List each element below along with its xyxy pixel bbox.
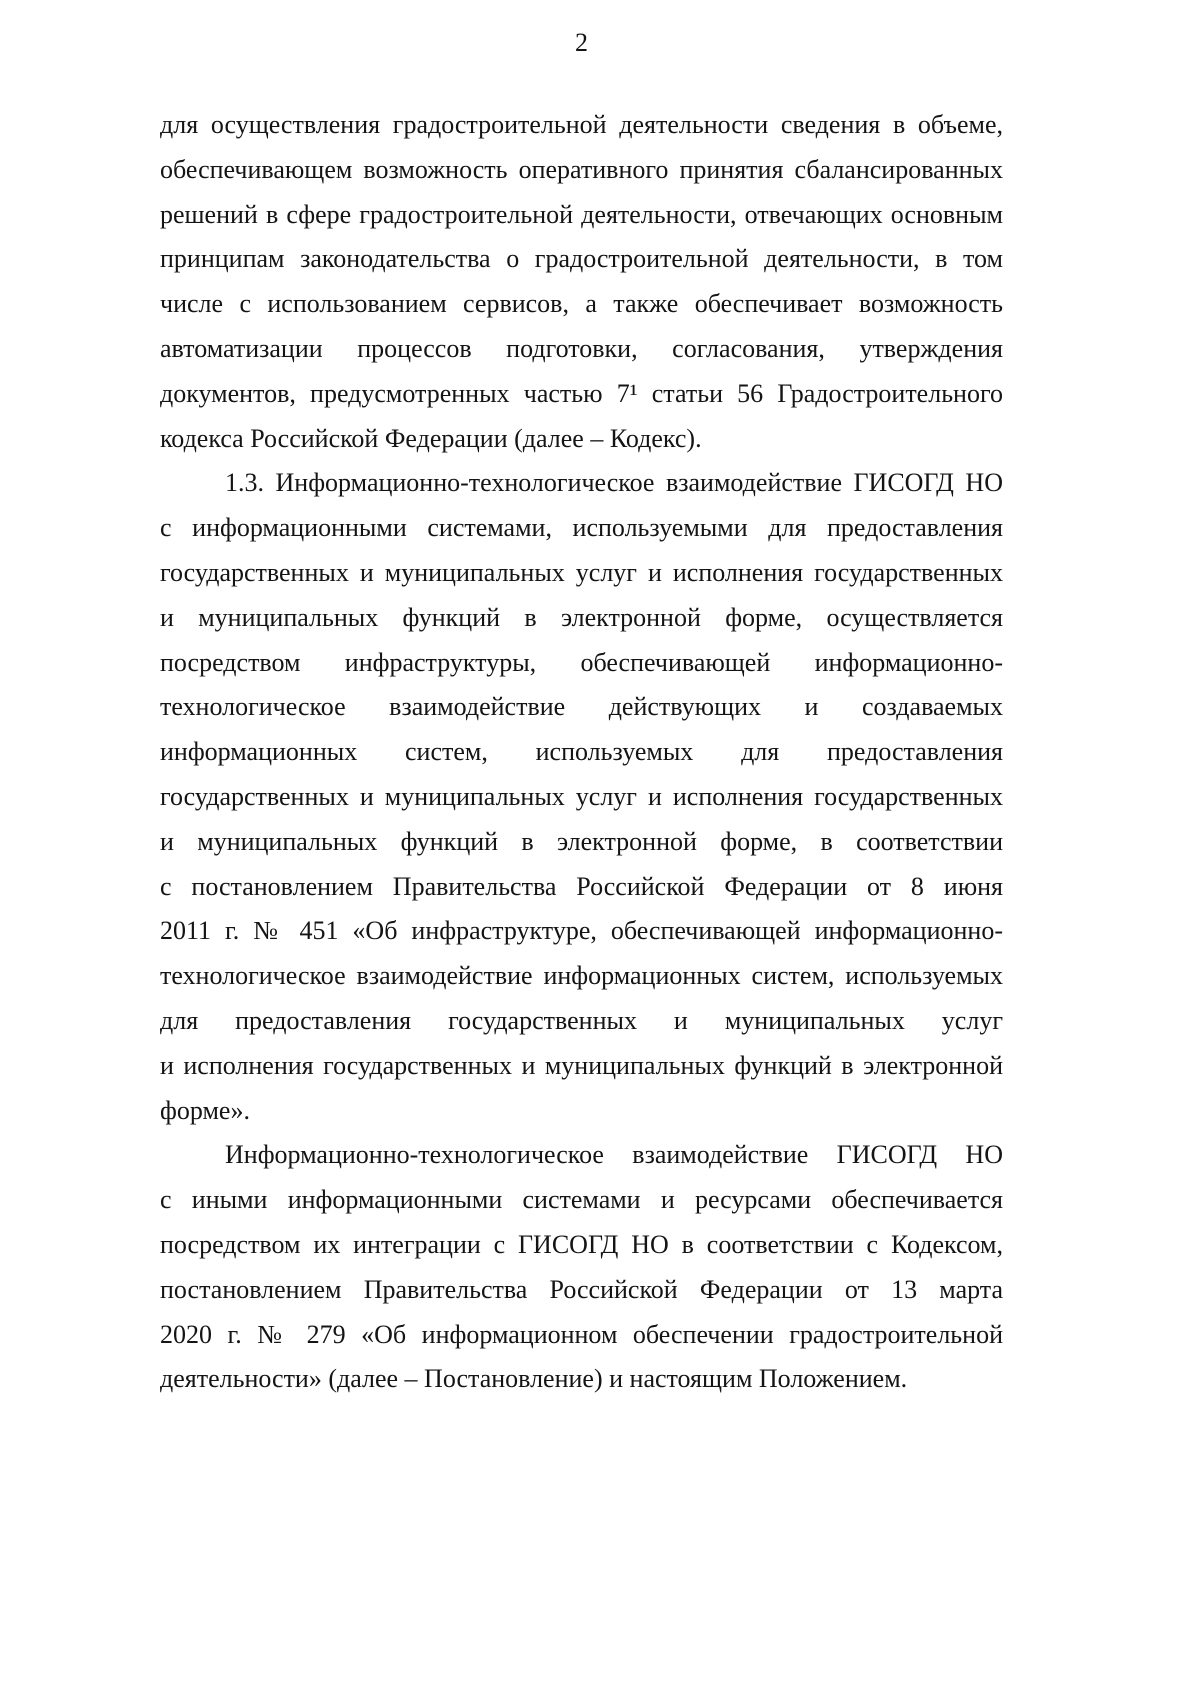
text-line: технологическое взаимодействие действующих и создаваемых [160, 692, 1003, 722]
text-line: документов, предусмотренных частью 7¹ статьи 56 Градостроительного [160, 378, 1003, 408]
text-line: информационных систем, используемых для предоставления [160, 737, 1003, 767]
document-body [160, 103, 1003, 1402]
text-line: постановлением Правительства Российской Федерации от 13 марта [160, 1274, 1003, 1304]
text-line: 2020 г. № 279 «Об информационном обеспечении градостроительной [160, 1319, 1003, 1349]
text-line: автоматизации процессов подготовки, согласования, утверждения [160, 333, 1003, 363]
text-line: принципам законодательства о градостроительной деятельности, в том [160, 244, 1003, 274]
paragraph [160, 103, 1003, 461]
text-line: с информационными системами, используемыми для предоставления [160, 513, 1003, 543]
text-line: технологическое взаимодействие информационных систем, используемых [160, 961, 1003, 991]
paragraph [160, 461, 1003, 1133]
text-line: и исполнения государственных и муниципальных функций в электронной [160, 1050, 1003, 1080]
text-line: посредством инфраструктуры, обеспечивающей информационно- [160, 647, 1003, 677]
text-line: для предоставления государственных и муниципальных услуг [160, 1005, 1003, 1035]
text-line: и муниципальных функций в электронной форме, в соответствии [160, 826, 1003, 856]
text-line: решений в сфере градостроительной деятельности, отвечающих основным [160, 199, 1003, 229]
text-line: 2011 г. № 451 «Об инфраструктуре, обеспечивающей информационно- [160, 916, 1003, 946]
text-line: обеспечивающем возможность оперативного принятия сбалансированных [160, 154, 1003, 184]
text-line: посредством их интеграции с ГИСОГД НО в соответствии с Кодексом, [160, 1229, 1003, 1259]
text-line: деятельности» (далее – Постановление) и настоящим Положением. [160, 1364, 908, 1394]
paragraph [160, 1133, 1003, 1402]
text-line: с постановлением Правительства Российской Федерации от 8 июня [160, 871, 1003, 901]
text-line: государственных и муниципальных услуг и исполнения государственных [160, 557, 1003, 587]
page-number: 2 [575, 28, 588, 57]
text-line: числе с использованием сервисов, а также обеспечивает возможность [160, 289, 1003, 319]
text-line: государственных и муниципальных услуг и исполнения государственных [160, 781, 1003, 811]
text-line: форме». [160, 1095, 250, 1125]
text-line: и муниципальных функций в электронной форме, осуществляется [160, 602, 1003, 632]
text-line: с иными информационными системами и ресурсами обеспечивается [160, 1185, 1003, 1215]
text-line: Информационно-технологическое взаимодействие ГИСОГД НО [225, 1140, 1003, 1170]
text-line: для осуществления градостроительной деятельности сведения в объеме, [160, 110, 1003, 139]
text-line: кодекса Российской Федерации (далее – Кодекс). [160, 423, 702, 453]
text-line: 1.3. Информационно-технологическое взаимодействие ГИСОГД НО [225, 468, 1003, 498]
